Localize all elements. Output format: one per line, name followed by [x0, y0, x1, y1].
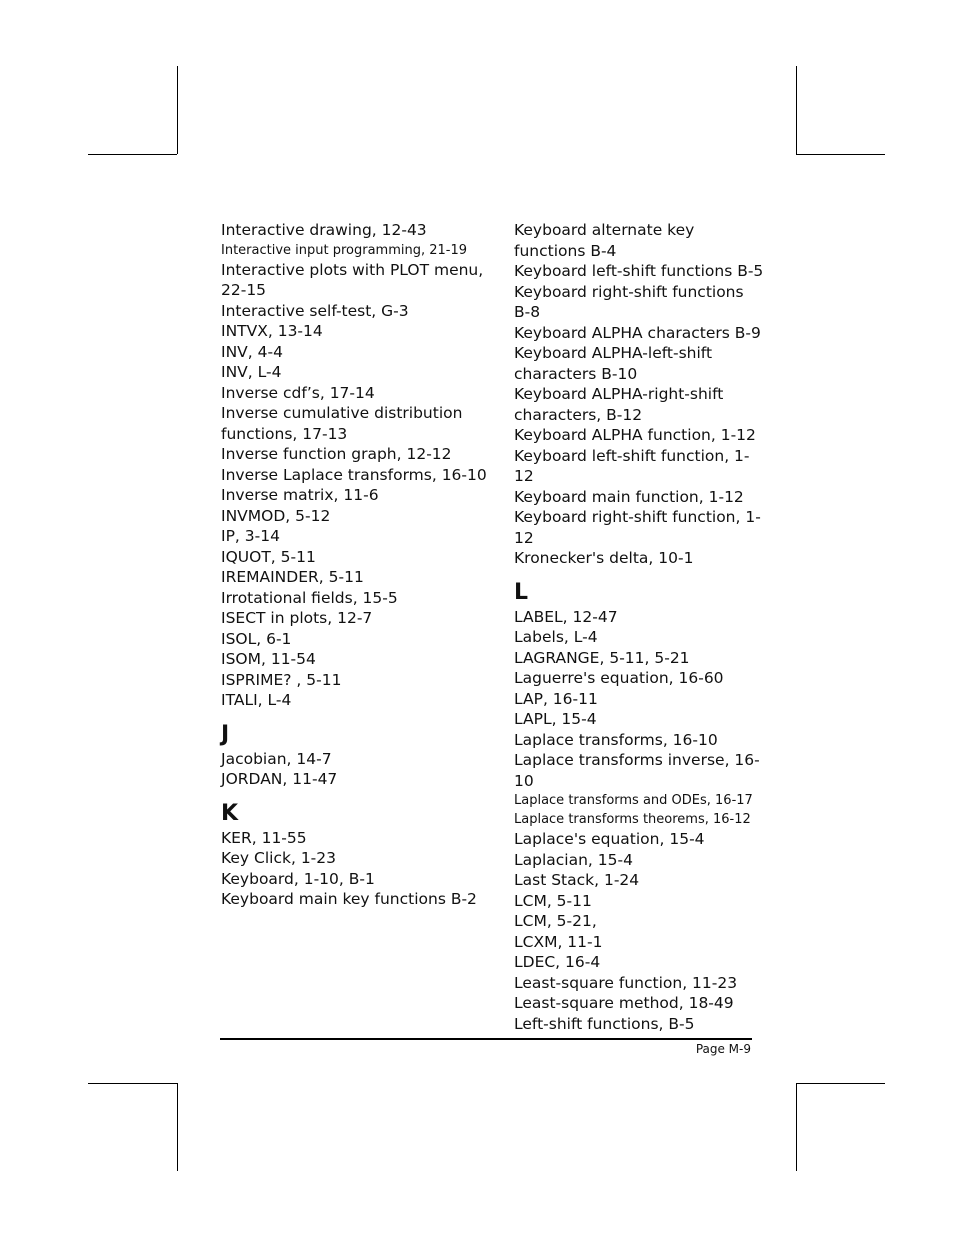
crop-mark-top-left-vertical — [177, 66, 178, 154]
index-entry: Least-square function, 11-23 — [514, 973, 738, 992]
index-entry: Laplace transforms theorems, 16-12 — [514, 812, 751, 827]
index-entry: Laplace's equation, 15-4 — [514, 830, 705, 848]
index-entry: Irrotational fields, 15-5 — [221, 588, 398, 607]
index-entry: Kronecker's delta, 10-1 — [514, 549, 694, 567]
index-entry: LAPL, 15-4 — [514, 710, 597, 728]
index-entry: Laplace transforms, 16-10 — [514, 730, 718, 749]
index-entry: Interactive self-test, G-3 — [221, 301, 409, 320]
index-entry: Keyboard right-shift functions B-8 — [514, 282, 744, 321]
index-entry: Key Click, 1-23 — [221, 849, 336, 867]
index-entry: INVMOD, 5-12 — [221, 506, 331, 525]
index-entry: Laplacian, 15-4 — [514, 850, 633, 869]
index-entry: Laguerre's equation, 16-60 — [514, 669, 724, 687]
crop-mark-bottom-left-vertical — [177, 1083, 178, 1171]
crop-mark-bottom-left-horizontal — [88, 1083, 177, 1084]
index-entry: Interactive drawing, 12-43 — [221, 221, 427, 239]
section-letter-heading: K — [221, 800, 239, 826]
index-entry: LCXM, 11-1 — [514, 932, 603, 951]
section-letter-heading: J — [221, 721, 230, 747]
index-entry: Keyboard left-shift functions B-5 — [514, 262, 764, 280]
index-entry: Keyboard left-shift function, 1-12 — [514, 446, 750, 485]
index-entry: LCM, 5-11 — [514, 891, 592, 910]
index-entry: Inverse function graph, 12-12 — [221, 445, 452, 463]
index-entry: Interactive plots with PLOT menu, 22-15 — [221, 260, 484, 299]
index-entry: Inverse cumulative distribution functions, 17-13 — [221, 404, 463, 443]
index-entry: Laplace transforms and ODEs, 16-17 — [514, 793, 753, 808]
index-entry: ISPRIME? , 5-11 — [221, 670, 342, 689]
index-entry: Keyboard ALPHA-right-shift characters, B-12 — [514, 385, 724, 424]
page-number: Page M-9 — [695, 1042, 751, 1056]
index-entry: LAGRANGE, 5-11, 5-21 — [514, 648, 690, 667]
index-entry: ISOM, 11-54 — [221, 650, 316, 668]
crop-mark-bottom-right-vertical — [796, 1083, 797, 1171]
index-entry: INTVX, 13-14 — [221, 322, 323, 340]
index-right-column — [514, 220, 764, 1034]
footer-rule — [220, 1038, 752, 1040]
section-letter-heading: L — [514, 579, 529, 605]
index-entry: Jacobian, 14-7 — [221, 749, 332, 768]
index-entry: LCM, 5-21, — [514, 912, 597, 930]
index-entry: KER, 11-55 — [221, 828, 307, 847]
index-entry: Inverse matrix, 11-6 — [221, 486, 379, 504]
index-entry: Inverse Laplace transforms, 16-10 — [221, 465, 487, 484]
index-entry: IQUOT, 5-11 — [221, 547, 316, 566]
index-entry: LAP, 16-11 — [514, 689, 598, 708]
index-entry: Left-shift functions, B-5 — [514, 1014, 695, 1033]
index-entry: IP, 3-14 — [221, 527, 280, 545]
index-entry: Keyboard ALPHA characters B-9 — [514, 323, 761, 342]
crop-mark-top-right-horizontal — [796, 154, 885, 155]
index-entry: JORDAN, 11-47 — [221, 770, 338, 788]
crop-mark-bottom-right-horizontal — [796, 1083, 885, 1084]
index-entry: Keyboard main key functions B-2 — [221, 890, 477, 908]
index-entry: ISOL, 6-1 — [221, 629, 292, 648]
index-entry: Keyboard ALPHA function, 1-12 — [514, 426, 756, 444]
index-entry: Interactive input programming, 21-19 — [221, 242, 468, 258]
index-entry: Keyboard main function, 1-12 — [514, 487, 744, 506]
index-entry: INV, L-4 — [221, 363, 282, 381]
index-entry: ISECT in plots, 12-7 — [221, 609, 373, 627]
index-entry: INV, 4-4 — [221, 342, 283, 361]
index-entry: LDEC, 16-4 — [514, 953, 601, 971]
index-entry: Last Stack, 1-24 — [514, 871, 640, 889]
index-entry: Laplace transforms inverse, 16-10 — [514, 751, 760, 790]
index-entry: Keyboard alternate key functions B-4 — [514, 221, 695, 260]
index-entry: Keyboard right-shift function, 1-12 — [514, 508, 761, 547]
index-entry: Inverse cdf’s, 17-14 — [221, 383, 375, 402]
index-entry: Labels, L-4 — [514, 628, 598, 646]
crop-mark-top-left-horizontal — [88, 154, 177, 155]
index-entry: LABEL, 12-47 — [514, 607, 618, 626]
index-entry: Least-square method, 18-49 — [514, 994, 734, 1012]
index-entry: IREMAINDER, 5-11 — [221, 568, 364, 586]
index-entry: ITALI, L-4 — [221, 691, 292, 709]
crop-mark-top-right-vertical — [796, 66, 797, 154]
index-entry: Keyboard, 1-10, B-1 — [221, 869, 375, 888]
index-left-column — [221, 220, 491, 910]
index-entry: Keyboard ALPHA-left-shift characters B-10 — [514, 344, 713, 383]
